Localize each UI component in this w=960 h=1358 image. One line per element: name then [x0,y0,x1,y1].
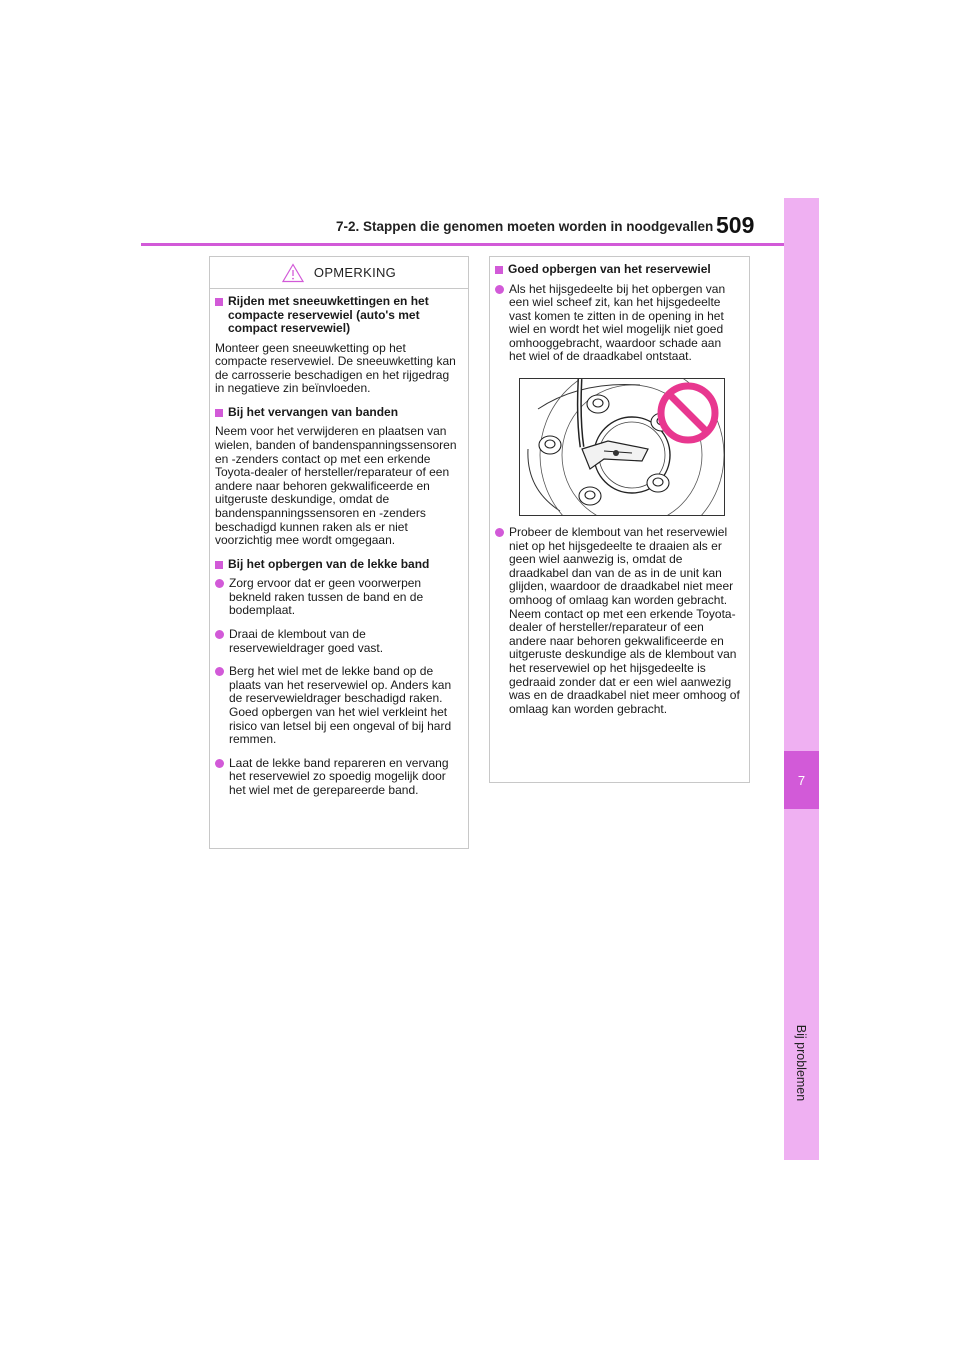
list-item: Probeer de klembout van het reservewiel niet op het hijsgedeelte te draaien als er geen wiel aanwezig is, omdat de draadkabel dan van de as in de unit kan glijden, waardoor de draadkabel niet meer omhoog of omlaag kan worden gebracht. Neem contact op met een erkende Toyota-dealer of hersteller/reparateur of een andere naar behoren gekwalificeerde en uitgeruste deskundige als de klembout van het reservewiel op het hijsgedeelte is gedraaid zonder dat er een wiel aanwezig was en de draadkabel niet meer omhoog of omlaag kan worden gebracht. [495,526,741,716]
chapter-sidebar [784,198,819,1160]
chapter-number-tab [784,751,819,809]
notice-box-continued [489,256,750,783]
list-item: Draai de klembout van de reservewieldrager goed vast. [215,628,457,655]
round-bullet-icon [495,285,504,294]
notice-box [209,256,469,849]
round-bullet-icon [215,759,224,768]
round-bullet-icon [215,667,224,676]
chapter-number: 7 [797,772,806,788]
section-text: Monteer geen sneeuwketting op het compacte reservewiel. De sneeuwketting kan de carrosserie beschadigen en het rijgedrag in negatieve zin beïnvloeden. [215,340,456,396]
list-item: Zorg ervoor dat er geen voorwerpen bekneld raken tussen de band en de bodemplaat. [215,577,457,618]
notice-header [210,257,468,289]
round-bullet-icon [215,579,224,588]
list-item: Als het hijsgedeelte bij het opbergen van een wiel scheef zit, kan het hijsgedeelte vast komen te zitten in de opening in het wiel en wordt het wiel mogelijk niet goed omhooggebracht, waardoor schade aan het wiel of de draadkabel ontstaat. [495,283,741,365]
warning-icon [282,263,304,283]
square-bullet-icon [215,409,223,417]
square-bullet-icon [215,561,223,569]
prohibited-icon [661,386,715,440]
header-rule [141,243,784,246]
round-bullet-icon [495,528,504,537]
section-title: 7-2. Stappen die genomen moeten worden in noodgevallen [336,219,714,234]
list-item: Laat de lekke band repareren en vervang het reservewiel zo spoedig mogelijk door het wiel met de gerepareerde band. [215,757,457,798]
list-item: Berg het wiel met de lekke band op de plaats van het reservewiel op. Anders kan de reservewieldrager beschadigd raken. Goed opbergen van het wiel verkleint het risico van letsel bij een ongeval of bij hard remmen. [215,665,457,747]
section-text: Neem voor het verwijderen en plaatsen van wielen, banden of bandenspanningssensoren en -zenders contact op met een erkende Toyota-dealer of hersteller/reparateur of een andere naar behoren gekwalificeerde en uitgeruste deskundige, omdat de bandenspanningssensoren en -zenders beschadigd kunnen raken als er niet voorzichtig mee wordt omgegaan. [215,424,457,548]
section-heading: Goed opbergen van het reservewiel [495,263,741,277]
square-bullet-icon [215,298,223,306]
round-bullet-icon [215,630,224,639]
square-bullet-icon [495,266,503,274]
section-heading: Bij het opbergen van de lekke band [215,558,457,572]
chapter-title: Bij problemen [794,1024,809,1102]
notice-heading: OPMERKING [313,265,397,280]
section-heading: Rijden met sneeuwkettingen en het compacte reservewiel (auto's met compact reservewiel) [215,295,457,336]
section-heading: Bij het vervangen van banden [215,406,457,420]
chapter-title-tab [784,1018,819,1108]
spare-wheel-illustration [519,378,725,516]
page-number: 509 [716,212,755,238]
